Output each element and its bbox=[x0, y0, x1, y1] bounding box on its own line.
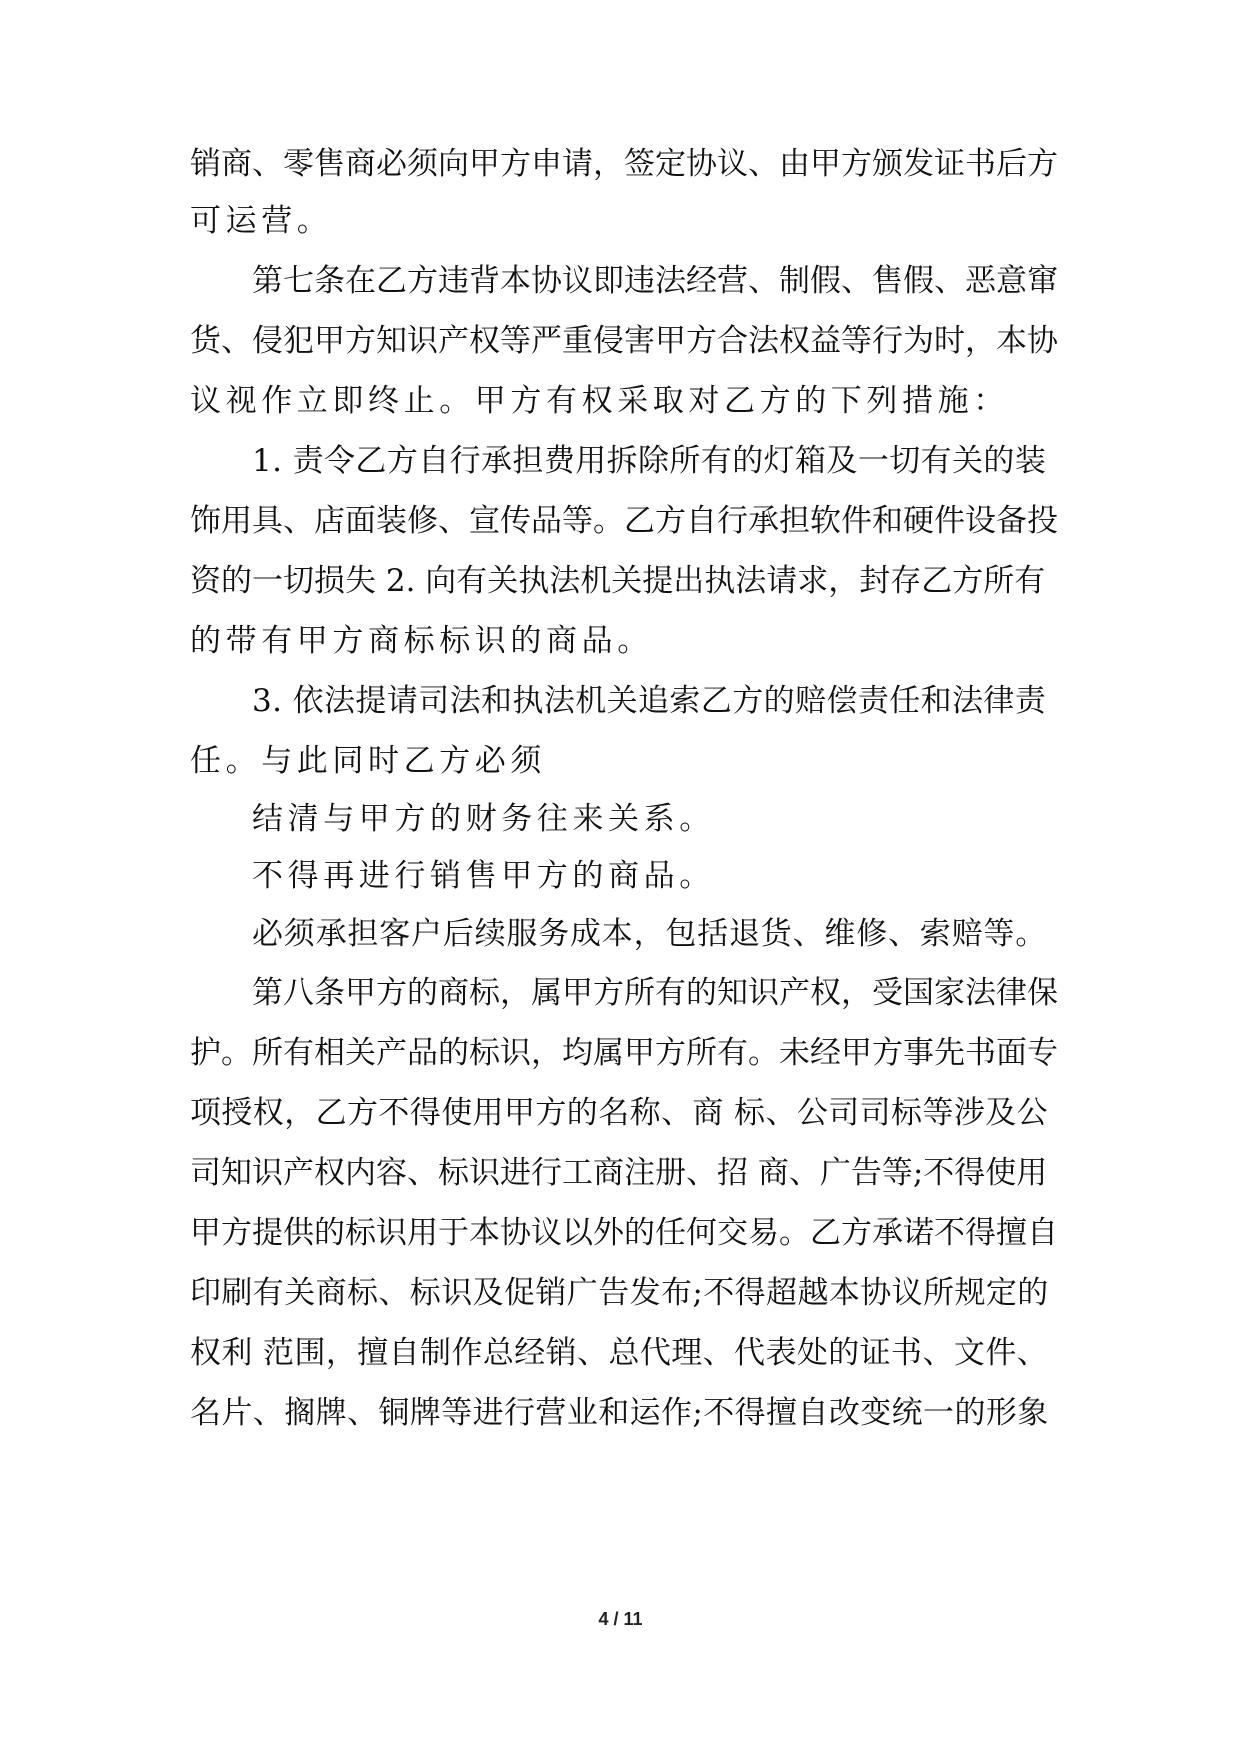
text-line: 饰用具、店面装修、宣传品等。乙方自行承担软件和硬件设备投 bbox=[190, 503, 1058, 539]
text-line: 权利 范围，擅自制作总经销、总代理、代表处的证书、文件、 bbox=[190, 1335, 1049, 1371]
text-line: 任。与此同时乙方必须 bbox=[190, 743, 546, 779]
text-line: 3. 依法提请司法和执法机关追索乙方的赔偿责任和法律责 bbox=[252, 683, 1047, 719]
text-line: 甲方提供的标识用于本协议以外的任何交易。乙方承诺不得擅自 bbox=[190, 1215, 1058, 1251]
text-line: 资的一切损失 2. 向有关执法机关提出执法请求，封存乙方所有 bbox=[190, 563, 1046, 599]
text-line: 必须承担客户后续服务成本，包括退货、维修、索赔等。 bbox=[252, 916, 1047, 952]
text-line: 名片、搁牌、铜牌等进行营业和运作;不得擅自改变统一的形象 bbox=[190, 1395, 1049, 1431]
text-line: 印刷有关商标、标识及促销广告发布;不得超越本协议所规定的 bbox=[190, 1275, 1049, 1311]
text-line: 项授权，乙方不得使用甲方的名称、商 标、公司司标等涉及公 bbox=[190, 1095, 1049, 1131]
text-line: 议视作立即终止。甲方有权采取对乙方的下列措施： bbox=[190, 383, 1009, 419]
text-line: 可运营。 bbox=[190, 203, 333, 239]
text-line: 不得再进行销售甲方的商品。 bbox=[252, 858, 715, 894]
text-line: 第八条甲方的商标，属甲方所有的知识产权，受国家法律保 bbox=[252, 975, 1058, 1011]
text-line: 护。所有相关产品的标识，均属甲方所有。未经甲方事先书面专 bbox=[190, 1035, 1058, 1071]
text-line: 结清与甲方的财务往来关系。 bbox=[252, 801, 715, 837]
text-line: 销商、零售商必须向甲方申请，签定协议、由甲方颁发证书后方 bbox=[190, 146, 1058, 182]
page-number: 4 / 11 bbox=[598, 1609, 643, 1629]
text-line: 1. 责令乙方自行承担费用拆除所有的灯箱及一切有关的装 bbox=[252, 443, 1047, 479]
text-line: 第七条在乙方违背本协议即违法经营、制假、售假、恶意窜 bbox=[252, 263, 1058, 299]
text-line: 货、侵犯甲方知识产权等严重侵害甲方合法权益等行为时，本协 bbox=[190, 323, 1058, 359]
text-line: 司知识产权内容、标识进行工商注册、招 商、广告等;不得使用 bbox=[190, 1155, 1048, 1191]
text-line: 的带有甲方商标标识的商品。 bbox=[190, 623, 653, 659]
